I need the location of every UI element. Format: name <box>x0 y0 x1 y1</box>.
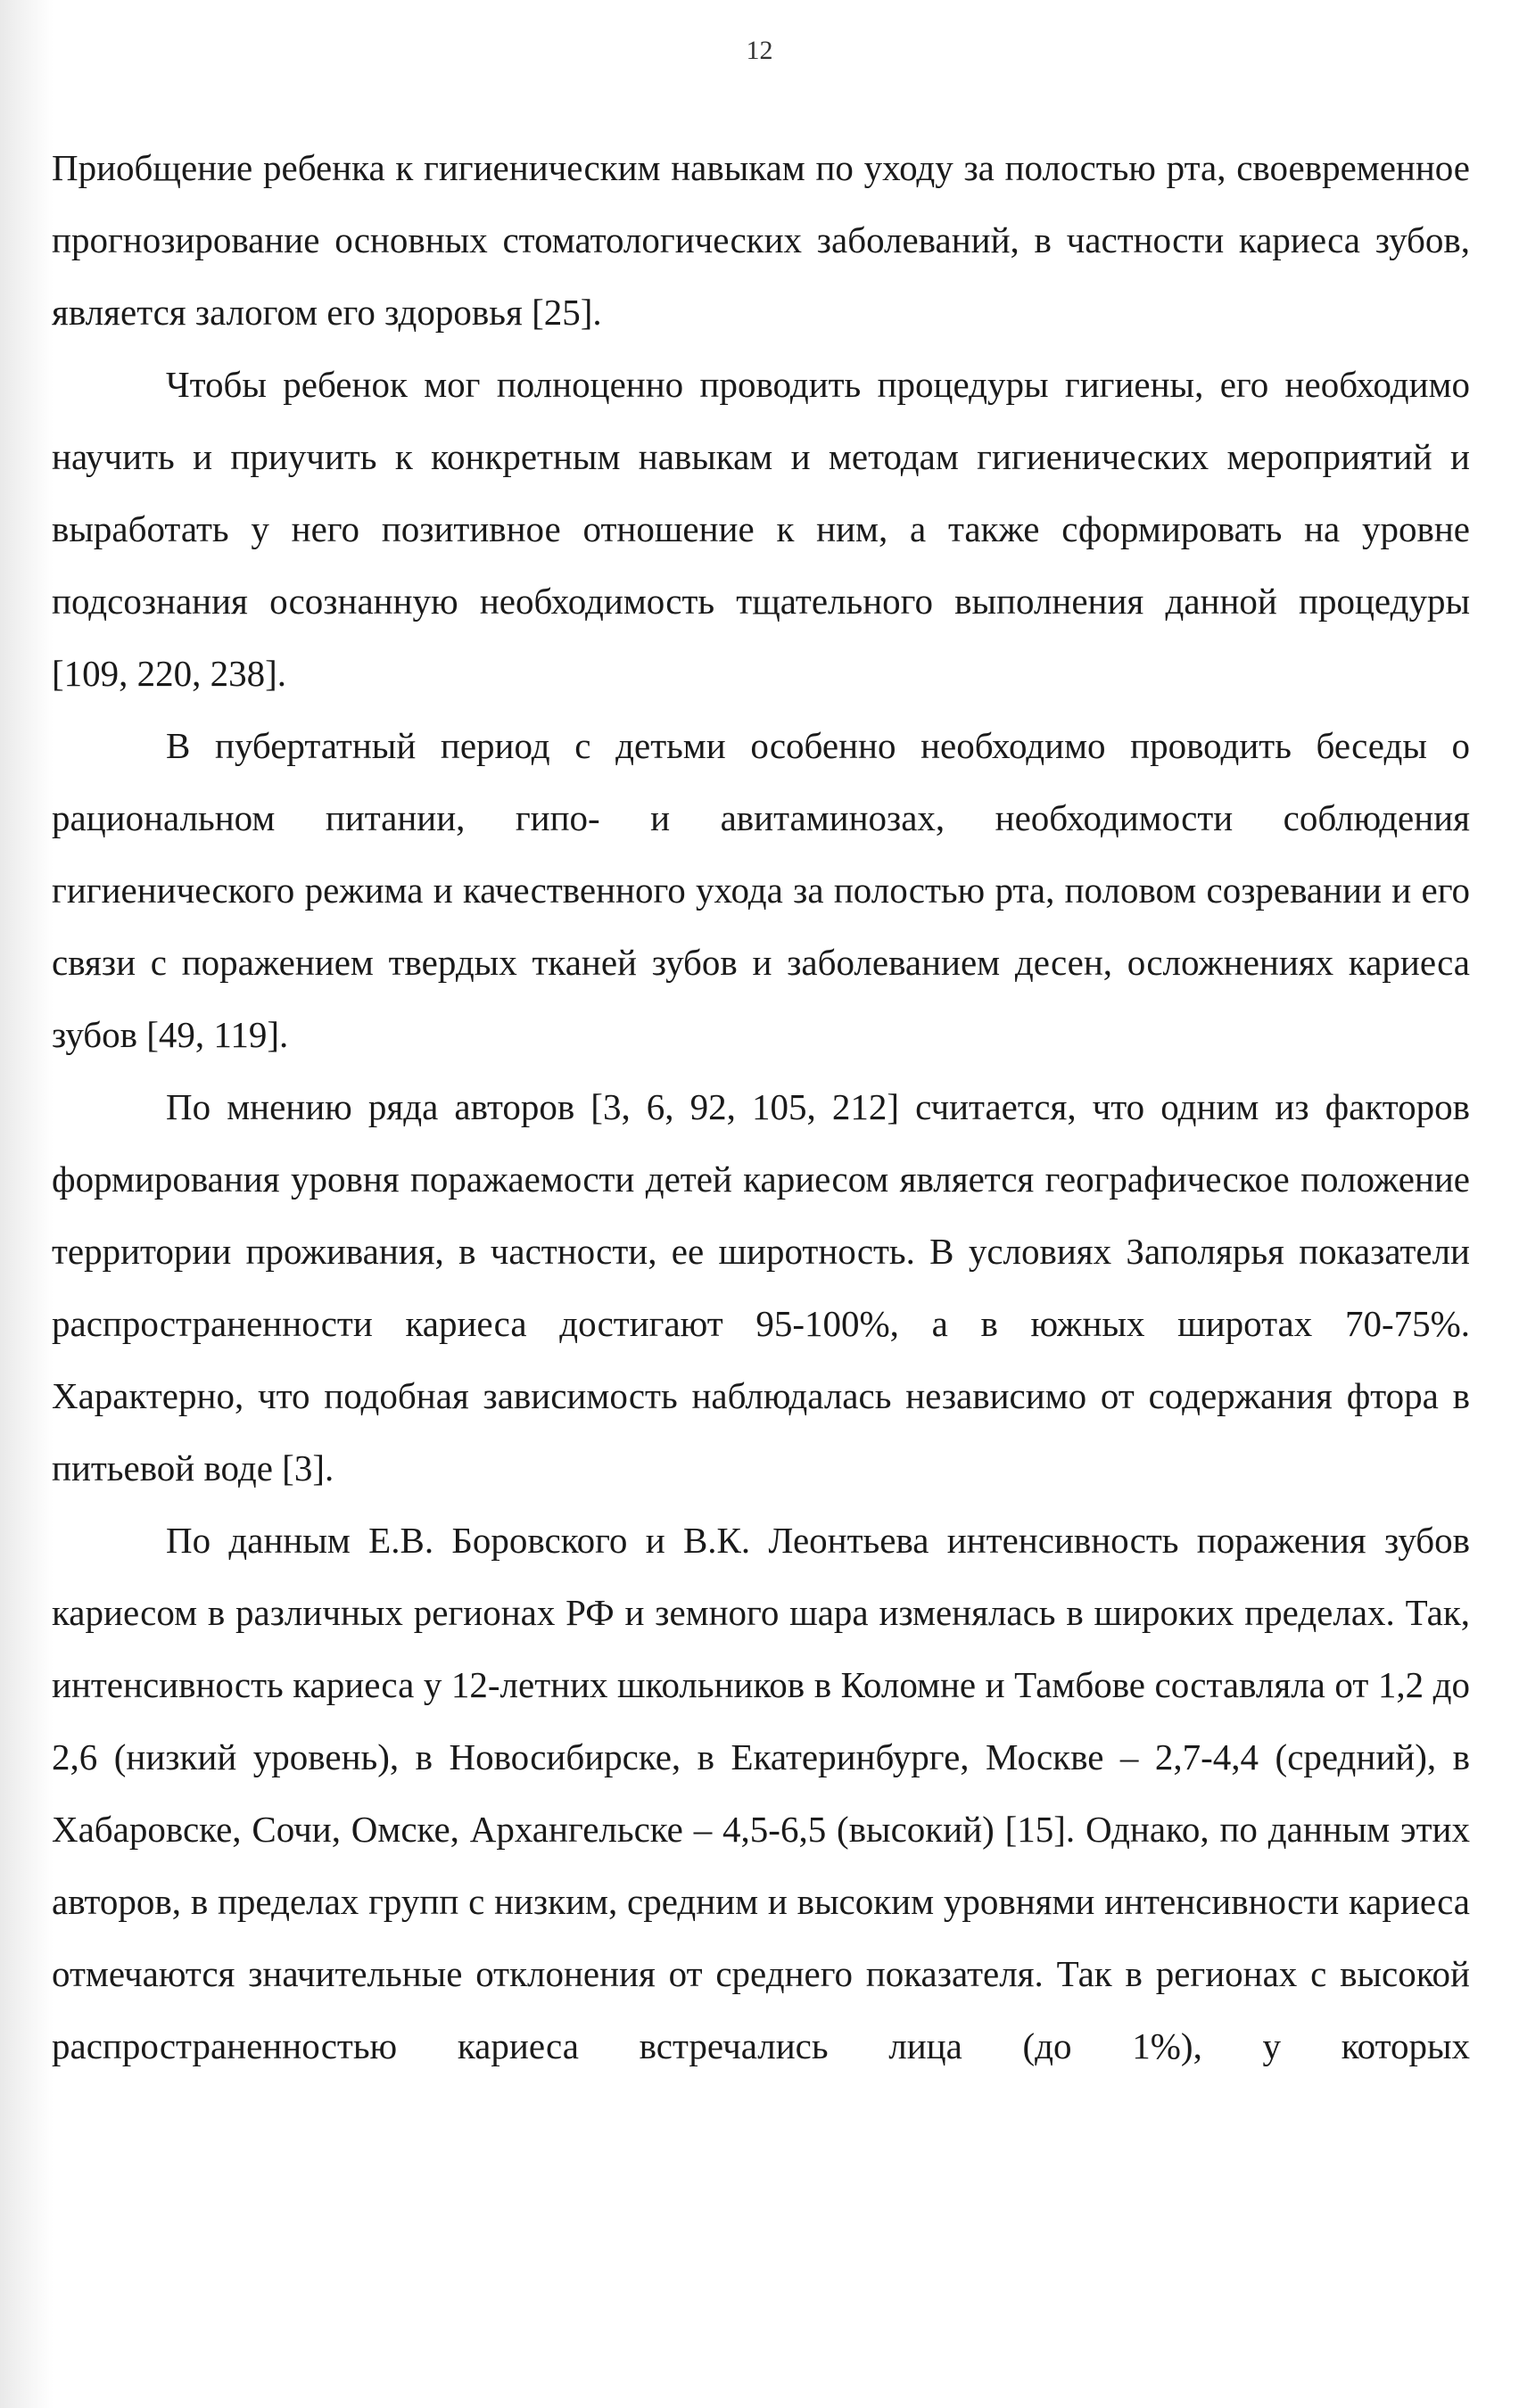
paragraph-regional-intensity: По данным Е.В. Боровского и В.К. Леонтьева интенсивность поражения зубов кариесом в различных регионах РФ и земного шара изменялась в широких пределах. Так, интенсивность кариеса у 12-летних школьников в Коломне и Тамбове составляла от 1,2 до 2,6 (низкий уровень), в Новосибирске, в Екатеринбурге, Москве – 2,7-4,4 (средний), в Хабаровске, Сочи, Омске, Архангельске – 4,5-6,5 (высокий) [15]. Однако, по данным этих авторов, в пределах групп с низким, средним и высоким уровнями интенсивности кариеса отмечаются значительные отклонения от среднего показателя. Так в регионах с высокой распространенностью кариеса встречались лица (до 1%), у которых <box>52 1520 1470 2066</box>
page-number: 12 <box>746 36 773 65</box>
paragraph-hygiene-habits: Приобщение ребенка к гигиеническим навыкам по уходу за полостью рта, своевременное прогнозирование основных стоматологических заболеваний, в частности кариеса зубов, является залогом его здоровья [25]. <box>52 147 1470 333</box>
scan-shadow-edge <box>0 0 54 2408</box>
paragraph-hygiene-training: Чтобы ребенок мог полноценно проводить процедуры гигиены, его необходимо научить и приучить к конкретным навыкам и методам гигиенических мероприятий и выработать у него позитивное отношение к ним, а также сформировать на уровне подсознания осознанную необходимость тщательного выполнения данной процедуры [109, 220, 238]. <box>52 364 1470 694</box>
paragraph-geographic-factors: По мнению ряда авторов [3, 6, 92, 105, 212] считается, что одним из факторов формирования уровня поражаемости детей кариесом является географическое положение территории проживания, в частности, ее широтность. В условиях Заполярья показатели распространенности кариеса достигают 95-100%, а в южных широтах 70-75%. Характерно, что подобная зависимость наблюдалась независимо от содержания фтора в питьевой воде [3]. <box>52 1086 1470 1489</box>
paragraph-puberty-conversations: В пубертатный период с детьми особенно необходимо проводить беседы о рациональном питании, гипо- и авитаминозах, необходимости соблюдения гигиенического режима и качественного ухода за полостью рта, половом созревании и его связи с поражением твердых тканей зубов и заболеванием десен, осложнениях кариеса зубов [49, 119]. <box>52 725 1470 1055</box>
body-text <box>52 132 1470 2082</box>
